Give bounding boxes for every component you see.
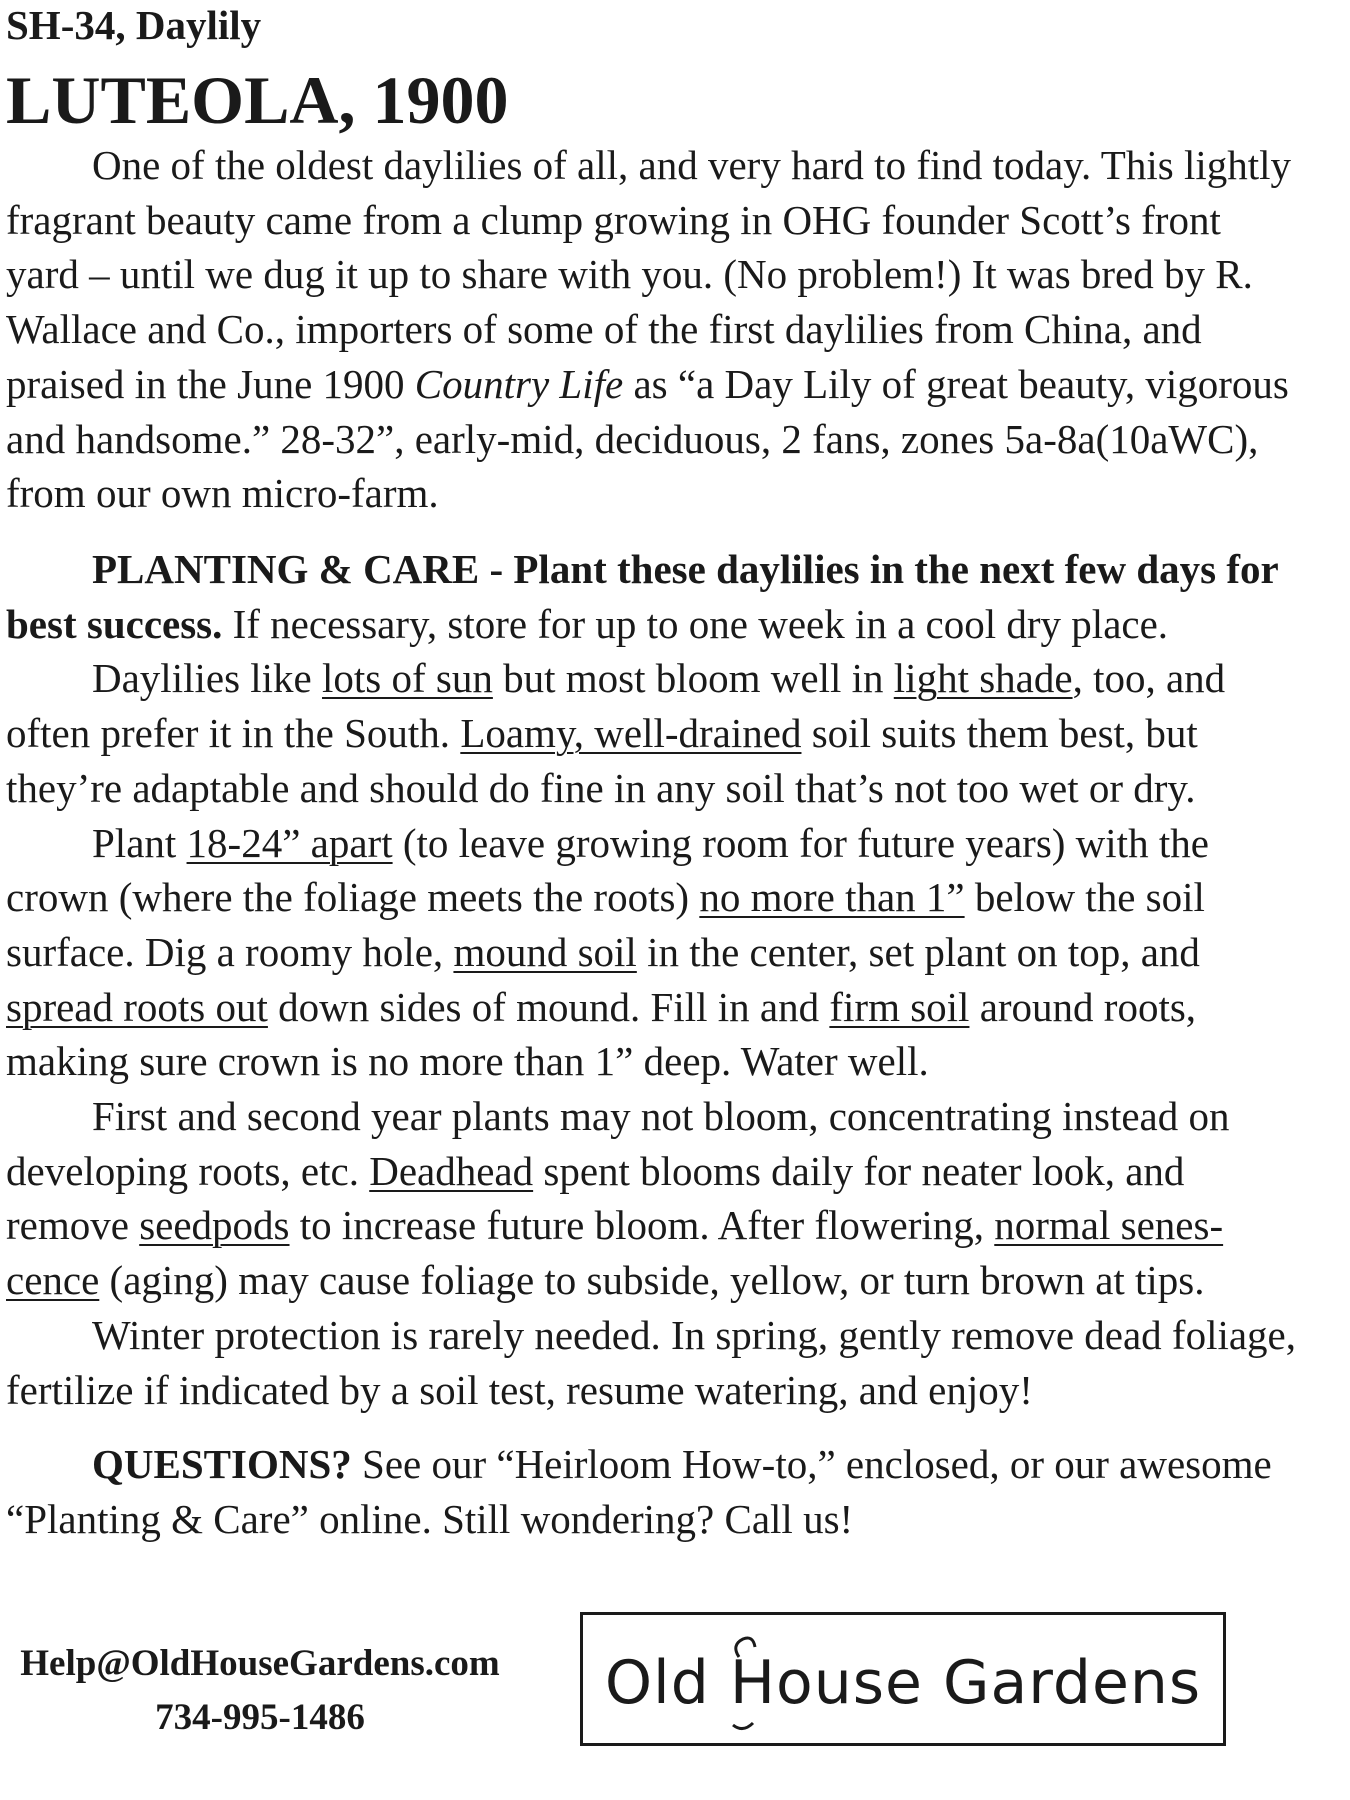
care-paragraph-sun-soil: Daylilies like lots of sun but most bloom well in light shade, too, and often prefer it in the South. Loamy, well-drained soil suits them best, but they’re adaptable and should do fine in any soil that’s not too wet or dry. <box>6 655 1226 811</box>
product-code: SH-34, Daylily <box>6 2 262 48</box>
email-address[interactable]: Help@OldHouseGardens.com <box>20 1643 500 1684</box>
magazine-title: Country Life <box>414 360 624 407</box>
care-paragraph-winter: Winter protection is rarely needed. In spring, gently remove dead foliage, fertilize if indicated by a soil test, resume watering, and enjoy! <box>6 1311 1296 1413</box>
questions-heading: QUESTIONS? <box>92 1441 352 1487</box>
product-name: LUTEOLA, 1900 <box>6 62 509 138</box>
description <box>6 138 1296 521</box>
contact-info <box>0 1637 520 1745</box>
care-paragraph-bloom: First and second year plants may not bloom, concentrating instead on developing roots, etc. Deadhead spent blooms daily for neater look, and remove seedpods to increase future bloom. After flowering, normal senes- cence (aging) may cause foliage to subside, yellow, or turn brown at tips. <box>6 1093 1230 1304</box>
care-heading: PLANTING & CARE - Plant these daylilies in the next few days for best success. <box>6 546 1278 647</box>
logo-text: Old House Gardens <box>604 1648 1202 1718</box>
care-paragraph-planting: Plant 18-24” apart (to leave growing room for future years) with the crown (where the foliage meets the roots) no more than 1” below the soil surface. Dig a roomy hole, mound soil in the center, set plant on top, and spread roots out down sides of mound. Fill in and firm soil around roots, making sure crown is no more than 1” deep. Water well. <box>6 819 1209 1085</box>
questions-section <box>6 1437 1296 1546</box>
description-paragraph: One of the oldest daylilies of all, and very hard to find today. This lightly fragrant beauty came from a clump growing in OHG founder Scott’s front yard – until we dug it up to share with you. (No problem!) It was bred by R. Wallace and Co., importers of some of the first daylilies from China, and praised in the June 1900 Country Life as “a Day Lily of great beauty, vigorous and handsome.” 28-32”, early-mid, deciduous, 2 fans, zones 5a-8a(10aWC), from our own micro-farm. <box>6 142 1292 517</box>
care-intro: PLANTING & CARE - Plant these daylilies in the next few days for best success. If necessary, store for up to one week in a cool dry place. <box>6 546 1278 647</box>
questions-paragraph: QUESTIONS? See our “Heirloom How-to,” enclosed, or our awesome “Planting & Care” online. Still wondering? Call us! <box>6 1441 1272 1542</box>
planting-care-section <box>6 542 1296 1417</box>
logo-flourish <box>733 1723 753 1729</box>
brand-logo <box>580 1612 1226 1746</box>
phone-number[interactable]: 734-995-1486 <box>155 1697 365 1738</box>
logo-wordmark <box>583 1615 1223 1743</box>
